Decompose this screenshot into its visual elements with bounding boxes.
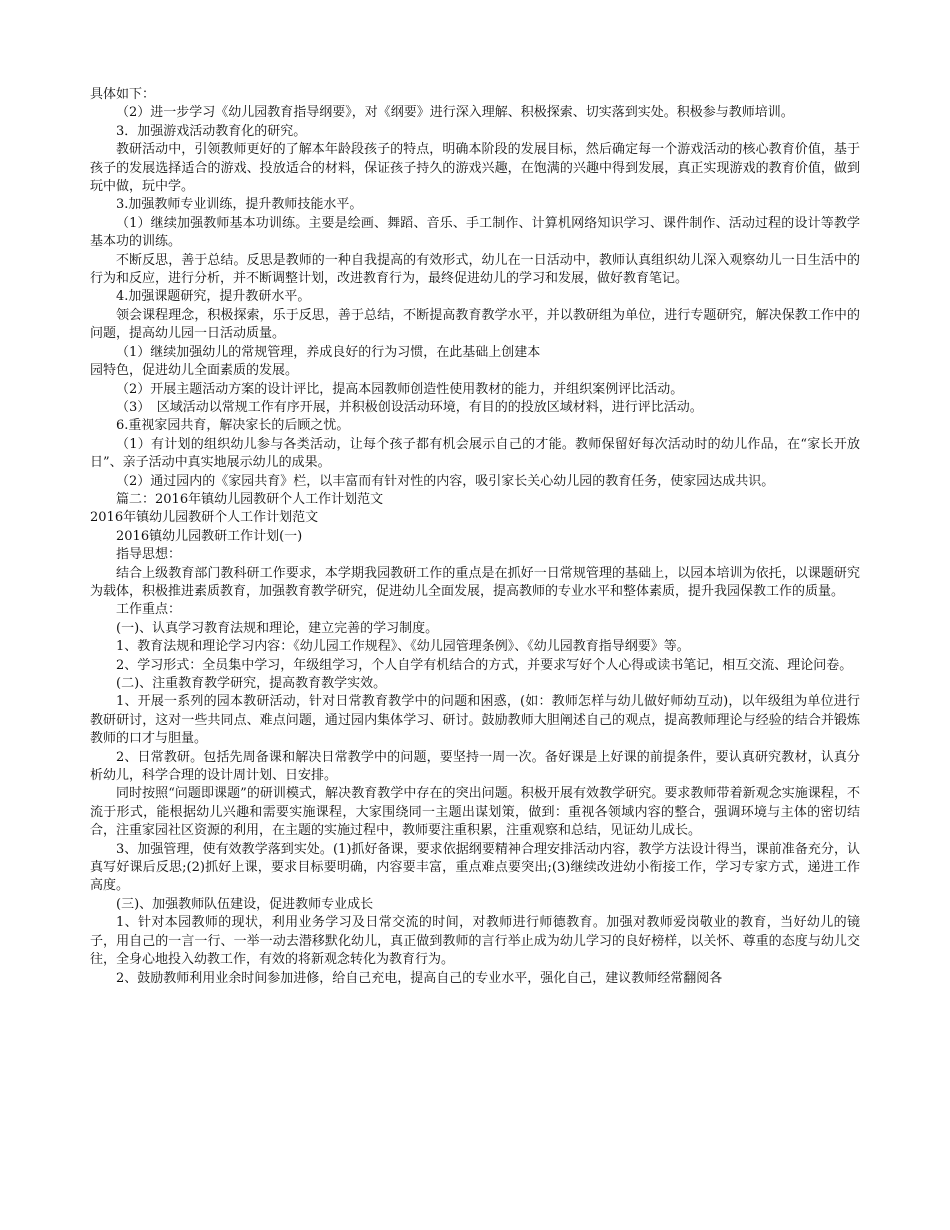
- paragraph: (二)、注重教育教学研究，提高教育教学实效。: [116, 676, 387, 691]
- paragraph: 1、教育法规和理论学习内容：《幼儿园工作规程》、《幼儿园管理条例》、《幼儿园教育指导纲要》等。: [116, 639, 690, 655]
- paragraph: 1、开展一系列的园本教研活动，针对日常教育教学中的问题和困惑，(如：教师怎样与幼儿做好师幼互动)，以年级组为单位进行教研研讨，这对一些共同点、难点问题，通过园内集体学习、研讨。鼓励教师大胆阐述自己的观点，提高教师理论与经验的结合并锻炼教师的口才与胆量。: [90, 694, 860, 747]
- document-page: [90, 86, 860, 988]
- paragraph: 同时按照“问题即课题”的研训模式，解决教育教学中存在的突出问题。积极开展有效教学研究。要求教师带着新观念实施课程，不流于形式，能根据幼儿兴趣和需要实施课程，大家围绕同一主题出谋划策，做到：重视各领域内容的整合，强调环境与主体的密切结合，注重家园社区资源的利用，在主题的实施过程中，教师要注重积累，注重观察和总结，见证幼儿成长。: [90, 786, 860, 839]
- paragraph: 篇二：2016年镇幼儿园教研个人工作计划范文: [116, 491, 384, 507]
- paragraph: (三)、加强教师队伍建设，促进教师专业成长: [116, 896, 374, 912]
- paragraph: 具体如下：: [90, 87, 156, 102]
- paragraph: （2）开展主题活动方案的设计评比，提高本园教师创造性使用教材的能力，并组织案例评比活动。: [116, 381, 684, 397]
- paragraph: 2、鼓励教师利用业余时间参加进修，给自己充电，提高自己的专业水平，强化自己，建议教师经常翻阅各: [116, 970, 723, 986]
- paragraph: 1、针对本园教师的现状，利用业务学习及日常交流的时间，对教师进行师德教育。加强对教师爱岗敬业的教育，当好幼儿的镜子，用自己的一言一行、一举一动去潜移默化幼儿，真正做到教师的言行举止成为幼儿学习的良好榜样，以关怀、尊重的态度与幼儿交往，全身心地投入幼教工作，有效的将新观念转化为教育行为。: [90, 915, 860, 968]
- paragraph: （1）继续加强教师基本功训练。主要是绘画、舞蹈、音乐、手工制作、计算机网络知识学习、课件制作、活动过程的设计等教学基本功的训练。: [90, 215, 860, 250]
- paragraph: 3.加强教师专业训练，提升教师技能水平。: [116, 197, 363, 213]
- paragraph: 园特色，促进幼儿全面素质的发展。: [90, 363, 299, 379]
- paragraph: 指导思想：: [116, 547, 182, 563]
- paragraph: 4.加强课题研究，提升教研水平。: [116, 289, 311, 305]
- paragraph: （1）继续加强幼儿的常规管理，养成良好的行为习惯，在此基础上创建本: [116, 344, 541, 360]
- paragraph: （1）有计划的组织幼儿参与各类活动，让每个孩子都有机会展示自己的才能。教师保留好每次活动时的幼儿作品，在“家长开放日”、亲子活动中真实地展示幼儿的成果。: [90, 436, 860, 471]
- paragraph: 6.重视家园共育，解决家长的后顾之忧。: [116, 418, 350, 434]
- paragraph: （2）通过园内的《家园共育》栏，以丰富而有针对性的内容，吸引家长关心幼儿园的教育任务，使家园达成共识。: [116, 473, 775, 489]
- paragraph: 教研活动中，引领教师更好的了解本年龄段孩子的特点，明确本阶段的发展目标，然后确定每一个游戏活动的核心教育价值，基于孩子的发展选择适合的游戏、投放适合的材料，保证孩子持久的游戏兴趣，在饱满的兴趣中得到发展，真正实现游戏的教育价值，做到玩中做，玩中学。: [90, 142, 860, 195]
- paragraph: 工作重点：: [116, 602, 182, 618]
- paragraph: 2016年镇幼儿园教研个人工作计划范文: [90, 510, 319, 526]
- paragraph: 领会课程理念，积极探索，乐于反思，善于总结，不断提高教育教学水平，并以教研组为单位，进行专题研究，解决保教工作中的问题，提高幼儿园一日活动质量。: [90, 307, 860, 342]
- paragraph: 2、日常教研。包括先周备课和解决日常教学中的问题，要坚持一周一次。备好课是上好课的前提条件，要认真研究教材，认真分析幼儿，科学合理的设计周计划、日安排。: [90, 749, 860, 784]
- paragraph: 不断反思，善于总结。反思是教师的一种自我提高的有效形式，幼儿在一日活动中，教师认真组织幼儿深入观察幼儿一日生活中的行为和反应，进行分析，并不断调整计划，改进教育行为，最终促进幼儿的学习和发展，做好教育笔记。: [90, 252, 860, 287]
- paragraph: 2016镇幼儿园教研工作计划(一): [116, 528, 303, 544]
- paragraph: 3、加强管理，使有效教学落到实处。(1)抓好备课，要求依据纲要精神合理安排活动内容，教学方法设计得当，课前准备充分，认真写好课后反思;(2)抓好上课，要求目标要明确，内容要丰富，重点难点要突出;(3)继续改进幼小衔接工作，学习专家方式，递进工作高度。: [90, 841, 860, 894]
- paragraph: 结合上级教育部门教科研工作要求，本学期我园教研工作的重点是在抓好一日常规管理的基础上，以园本培训为依托，以课题研究为载体，积极推进素质教育，加强教育教学研究，促进幼儿全面发展，提高教师的专业水平和整体素质，提升我园保教工作的质量。: [90, 565, 860, 599]
- paragraph: （2）进一步学习《幼儿园教育指导纲要》，对《纲要》进行深入理解、积极探索、切实落到实处。积极参与教师培训。: [116, 105, 794, 121]
- paragraph: （3） 区域活动以常规工作有序开展，并积极创设活动环境，有目的的投放区域材料，进行评比活动。: [116, 399, 703, 415]
- paragraph: 3．加强游戏活动教育化的研究。: [116, 123, 307, 139]
- paragraph: 2、学习形式：全员集中学习，年级组学习，个人自学有机结合的方式，并要求写好个人心得或读书笔记，相互交流、理论问卷。: [116, 657, 853, 673]
- paragraph: (一)、认真学习教育法规和理论，建立完善的学习制度。: [116, 620, 439, 636]
